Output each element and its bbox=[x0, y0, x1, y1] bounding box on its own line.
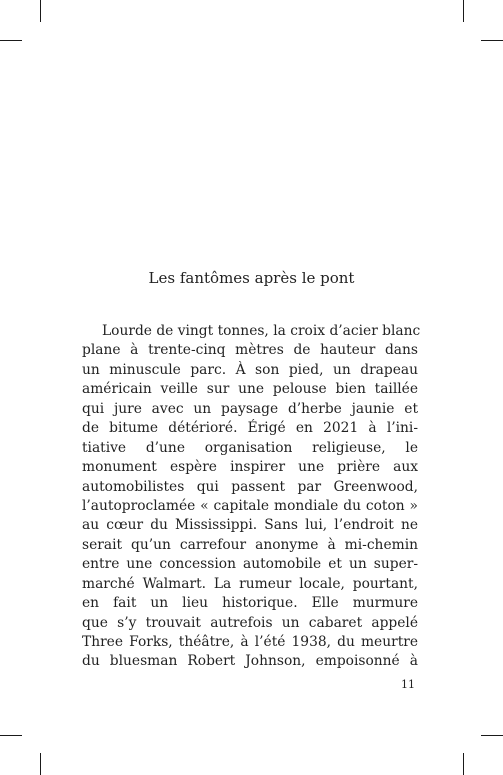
text-line: que s’y trouvait autrefois un cabaret appelé bbox=[82, 614, 418, 631]
text-line: entre une concession automobile et un super- bbox=[82, 556, 418, 573]
crop-mark-bottom-left-vertical bbox=[40, 753, 41, 775]
chapter-title: Les fantômes après le pont bbox=[148, 269, 355, 287]
text-line: qui jure avec un paysage d’herbe jaunie et bbox=[82, 400, 418, 417]
crop-mark-bottom-left-horizontal bbox=[0, 735, 22, 736]
text-line: américain veille sur une pelouse bien taillée bbox=[82, 381, 418, 398]
text-line: Lourde de vingt tonnes, la croix d’acier blanc bbox=[102, 323, 421, 339]
text-line: plane à trente-cinq mètres de hauteur dans bbox=[82, 342, 418, 359]
text-line: de bitume détérioré. Érigé en 2021 à l’ini- bbox=[82, 420, 418, 437]
text-line: monument espère inspirer une prière aux bbox=[82, 459, 418, 476]
text-line: automobilistes qui passent par Greenwood, bbox=[82, 478, 418, 495]
text-line: marché Walmart. La rumeur locale, pourtant, bbox=[82, 575, 418, 592]
text-line: du bluesman Robert Johnson, empoisonné à bbox=[82, 653, 418, 670]
crop-mark-top-left-vertical bbox=[40, 0, 41, 22]
page-number: 11 bbox=[401, 678, 415, 691]
text-line: un minuscule parc. À son pied, un drapeau bbox=[82, 361, 418, 378]
crop-mark-top-right-horizontal bbox=[481, 40, 503, 41]
text-line: tiative d’une organisation religieuse, le bbox=[82, 439, 418, 456]
text-line: en fait un lieu historique. Elle murmure bbox=[82, 595, 418, 612]
text-line: au cœur du Mississippi. Sans lui, l’endroit ne bbox=[82, 517, 418, 534]
crop-mark-bottom-right-vertical bbox=[463, 753, 464, 775]
crop-mark-bottom-right-horizontal bbox=[481, 735, 503, 736]
text-line: serait qu’un carrefour anonyme à mi-chemin bbox=[82, 536, 418, 553]
crop-mark-top-right-vertical bbox=[463, 0, 464, 22]
text-line: Three Forks, théâtre, à l’été 1938, du meurtre bbox=[82, 634, 418, 650]
text-line: l’autoproclamée « capitale mondiale du coton » bbox=[82, 497, 418, 514]
body-paragraph bbox=[82, 322, 421, 672]
crop-mark-top-left-horizontal bbox=[0, 40, 22, 41]
